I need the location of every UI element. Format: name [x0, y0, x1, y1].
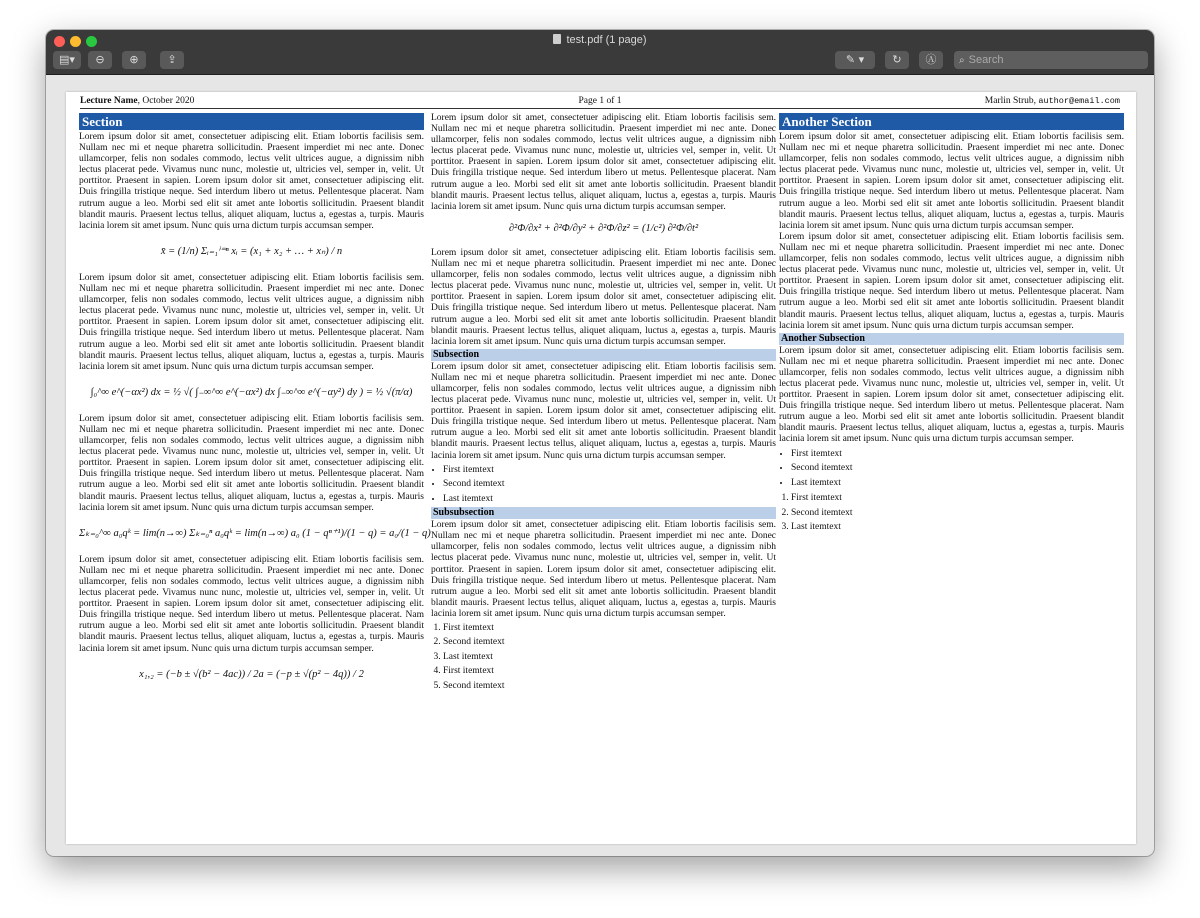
equation-wave: ∂²Φ/∂x² + ∂²Φ/∂y² + ∂²Φ/∂z² = (1/c²) ∂²Φ/∂t² — [508, 222, 699, 234]
list-item: • Last itemtext — [443, 492, 776, 507]
list-item: • Last itemtext — [791, 476, 1124, 491]
paragraph: Lorem ipsum dolor sit amet, consectetuer adipiscing elit. Etiam lobortis facilisis sem. Nullam nec mi et neque pharetra sollicitudin. Praesent imperdiet mi nec ante. Donec ullamcorper, felis non sodales commodo, lectus velit ultrices augue, a dignissim nibh lectus placerat pede. Vivamus nunc nunc, molestie ut, ultricies vel, semper in, velit. Ut porttitor. Praesent in sapien. Lorem ipsum dolor sit amet, consectetuer adipiscing elit. Duis fringilla tristique neque. Sed interdum libero ut metus. Pellentesque placerat. Nam rutrum augue a leo. Morbi sed elit sit amet ante lobortis sollicitudin. Praesent blandit blandit mauris. Praesent lectus tellus, aliquet aliquam, luctus a, egestas a, turpis. Mauris lacinia lorem sit amet ipsum. Nunc quis urna dictum turpis accumsan semper. — [779, 345, 1124, 445]
paragraph: Lorem ipsum dolor sit amet, consectetuer adipiscing elit. Etiam lobortis facilisis sem. Nullam nec mi et neque pharetra sollicitudin. Praesent imperdiet mi nec ante. Donec ullamcorper, felis non sodales commodo, lectus velit ultrices augue, a dignissim nibh lectus placerat pede. Vivamus nunc nunc, molestie ut, ultricies vel, semper in, velit. Ut porttitor. Praesent in sapien. Lorem ipsum dolor sit amet, consectetuer adipiscing elit. Duis fringilla tristique neque. Sed interdum libero ut metus. Pellentesque placerat. Nam rutrum augue a leo. Morbi sed elit sit amet ante lobortis sollicitudin. Praesent blandit blandit mauris. Praesent lectus tellus, aliquet aliquam, luctus a, egestas a, turpis. Mauris lacinia lorem sit amet ipsum. Nunc quis urna dictum turpis accumsan semper. — [79, 272, 424, 372]
paragraph: Lorem ipsum dolor sit amet, consectetuer adipiscing elit. Etiam lobortis facilisis sem. Nullam nec mi et neque pharetra sollicitudin. Praesent imperdiet mi nec ante. Donec ullamcorper, felis non sodales commodo, lectus velit ultrices augue, a dignissim nibh lectus placerat pede. Vivamus nunc nunc, molestie ut, ultricies vel, semper in, velit. Ut porttitor. Praesent in sapien. Lorem ipsum dolor sit amet, consectetuer adipiscing elit. Duis fringilla tristique neque. Sed interdum libero ut metus. Pellentesque placerat. Nam rutrum augue a leo. Morbi sed elit sit amet ante lobortis sollicitudin. Praesent blandit blandit mauris. Praesent lectus tellus, aliquet aliquam, luctus a, egestas a, turpis. Mauris lacinia lorem sit amet ipsum. Nunc quis urna dictum turpis accumsan semper. — [431, 520, 776, 619]
search-placeholder: Search — [968, 54, 1004, 66]
equation-gaussian-integral: ∫₀^∞ e^(−αx²) dx = ½ √( ∫₋∞^∞ e^(−αx²) dx ∫₋∞^∞ e^(−αy²) dy ) = ½ √(π/α) — [90, 386, 413, 398]
bullet-list — [431, 463, 776, 507]
sidebar-toggle-button[interactable] — [53, 51, 81, 69]
zoom-out-button[interactable] — [88, 51, 112, 69]
search-icon: ⌕ — [959, 55, 965, 66]
list-item: 1. First itemtext — [443, 621, 776, 636]
zoom-out-icon: ⊖ — [95, 53, 105, 66]
equation-geometric-series: Σₖ₌₀^∞ a₀qᵏ = lim(n→∞) Σₖ₌₀ⁿ a₀qᵏ = lim(n→∞) a₀ (1 − qⁿ⁺¹)/(1 − q) = a₀/(1 − q) — [79, 527, 431, 539]
markup-pen-icon: ✎ ▾ — [845, 53, 865, 66]
paragraph: Lorem ipsum dolor sit amet, consectetuer adipiscing elit. Etiam lobortis facilisis sem. Nullam nec mi et neque pharetra sollicitudin. Praesent imperdiet mi nec ante. Donec ullamcorper, felis non sodales commodo, lectus velit ultrices augue, a dignissim nibh lectus placerat pede. Vivamus nunc nunc, molestie ut, ultricies vel, semper in, velit. Ut porttitor. Praesent in sapien. Lorem ipsum dolor sit amet, consectetuer adipiscing elit. Duis fringilla tristique neque. Sed interdum libero ut metus. Pellentesque placerat. Nam rutrum augue a leo. Morbi sed elit sit amet ante lobortis sollicitudin. Praesent blandit blandit mauris. Praesent lectus tellus, aliquet aliquam, luctus a, egestas a, turpis. Mauris lacinia lorem sit amet ipsum. Nunc quis urna dictum turpis accumsan semper. — [431, 361, 776, 461]
pdf-page — [66, 92, 1136, 844]
section-heading: Another Section — [779, 113, 1124, 130]
list-item: 4. First itemtext — [443, 664, 776, 679]
numbered-list — [431, 621, 776, 694]
paragraph: Lorem ipsum dolor sit amet, consectetuer adipiscing elit. Etiam lobortis facilisis sem. Nullam nec mi et neque pharetra sollicitudin. Praesent imperdiet mi nec ante. Donec ullamcorper, felis non sodales commodo, lectus velit ultrices augue, a dignissim nibh lectus placerat pede. Vivamus nunc nunc, molestie ut, ultricies vel, semper in, velit. Ut porttitor. Praesent in sapien. Lorem ipsum dolor sit amet, consectetuer adipiscing elit. Duis fringilla tristique neque. Sed interdum libero ut metus. Pellentesque placerat. Nam rutrum augue a leo. Morbi sed elit sit amet ante lobortis sollicitudin. Praesent blandit blandit mauris. Praesent lectus tellus, aliquet aliquam, luctus a, egestas a, turpis. Mauris lacinia lorem sit amet ipsum. Nunc quis urna dictum turpis accumsan semper. — [779, 132, 1124, 231]
list-item: 3. Last itemtext — [791, 520, 1124, 535]
list-item: • First itemtext — [791, 447, 1124, 462]
list-item: 2. Second itemtext — [443, 635, 776, 650]
subsection-heading: Subsection — [431, 349, 776, 361]
paragraph: Lorem ipsum dolor sit amet, consectetuer adipiscing elit. Etiam lobortis facilisis sem. Nullam nec mi et neque pharetra sollicitudin. Praesent imperdiet mi nec ante. Donec ullamcorper, felis non sodales commodo, lectus velit ultrices augue, a dignissim nibh lectus placerat pede. Vivamus nunc nunc, molestie ut, ultricies vel, semper in, velit. Ut porttitor. Praesent in sapien. Lorem ipsum dolor sit amet, consectetuer adipiscing elit. Duis fringilla tristique neque. Sed interdum libero ut metus. Pellentesque placerat. Nam rutrum augue a leo. Morbi sed elit sit amet ante lobortis sollicitudin. Praesent blandit blandit mauris. Praesent lectus tellus, aliquet aliquam, luctus a, egestas a, turpis. Mauris lacinia lorem sit amet ipsum. Nunc quis urna dictum turpis accumsan semper. — [431, 247, 776, 347]
paragraph: Lorem ipsum dolor sit amet, consectetuer adipiscing elit. Etiam lobortis facilisis sem. Nullam nec mi et neque pharetra sollicitudin. Praesent imperdiet mi nec ante. Donec ullamcorper, felis non sodales commodo, lectus velit ultrices augue, a dignissim nibh lectus placerat pede. Vivamus nunc nunc, molestie ut, ultricies vel, semper in, velit. Ut porttitor. Praesent in sapien. Lorem ipsum dolor sit amet, consectetuer adipiscing elit. Duis fringilla tristique neque. Sed interdum libero ut metus. Pellentesque placerat. Nam rutrum augue a leo. Morbi sed elit sit amet ante lobortis sollicitudin. Praesent blandit blandit mauris. Praesent lectus tellus, aliquet aliquam, luctus a, egestas a, turpis. Mauris lacinia lorem sit amet ipsum. Nunc quis urna dictum turpis accumsan semper. — [79, 132, 424, 231]
list-item: 1. First itemtext — [791, 491, 1124, 506]
bullet-list — [779, 447, 1124, 491]
search-field[interactable] — [954, 51, 1148, 69]
annotate-button[interactable] — [919, 51, 943, 69]
header-left: Lecture Name, October 2020 — [80, 96, 195, 106]
window-title: test.pdf (1 page) — [46, 34, 1154, 46]
list-item: 5. Second itemtext — [443, 679, 776, 694]
list-item: 2. Second itemtext — [791, 506, 1124, 521]
equation-mean: x̄ = (1/n) Σᵢ₌₁ⁱ⁼ⁿ xᵢ = (x₁ + x₂ + … + xₙ) / n — [160, 245, 343, 257]
paragraph: Lorem ipsum dolor sit amet, consectetuer adipiscing elit. Etiam lobortis facilisis sem. Nullam nec mi et neque pharetra sollicitudin. Praesent imperdiet mi nec ante. Donec ullamcorper, felis non sodales commodo, lectus velit ultrices augue, a dignissim nibh lectus placerat pede. Vivamus nunc nunc, molestie ut, ultricies vel, semper in, velit. Ut porttitor. Praesent in sapien. Lorem ipsum dolor sit amet, consectetuer adipiscing elit. Duis fringilla tristique neque. Sed interdum libero ut metus. Pellentesque placerat. Nam rutrum augue a leo. Morbi sed elit sit amet ante lobortis sollicitudin. Praesent blandit blandit mauris. Praesent lectus tellus, aliquet aliquam, luctus a, egestas a, turpis. Mauris lacinia lorem sit amet ipsum. Nunc quis urna dictum turpis accumsan semper. — [779, 231, 1124, 331]
section-heading: Section — [79, 113, 424, 130]
rotate-icon: ↻ — [892, 53, 902, 66]
numbered-list — [779, 491, 1124, 535]
rotate-button[interactable] — [885, 51, 909, 69]
paragraph: Lorem ipsum dolor sit amet, consectetuer adipiscing elit. Etiam lobortis facilisis sem. Nullam nec mi et neque pharetra sollicitudin. Praesent imperdiet mi nec ante. Donec ullamcorper, felis non sodales commodo, lectus velit ultrices augue, a dignissim nibh lectus placerat pede. Vivamus nunc nunc, molestie ut, ultricies vel, semper in, velit. Ut porttitor. Praesent in sapien. Lorem ipsum dolor sit amet, consectetuer adipiscing elit. Duis fringilla tristique neque. Sed interdum libero ut metus. Pellentesque placerat. Nam rutrum augue a leo. Morbi sed elit sit amet ante lobortis sollicitudin. Praesent blandit blandit mauris. Praesent lectus tellus, aliquet aliquam, luctus a, egestas a, turpis. Mauris lacinia lorem sit amet ipsum. Nunc quis urna dictum turpis accumsan semper. — [79, 413, 424, 513]
zoom-in-button[interactable] — [122, 51, 146, 69]
share-icon: ⇪ — [167, 53, 177, 66]
pdf-document-icon — [553, 34, 561, 44]
list-item: 3. Last itemtext — [443, 650, 776, 665]
share-button[interactable] — [160, 51, 184, 69]
sidebar-icon: ▤▾ — [59, 53, 75, 66]
subsubsection-heading: Subsubsection — [431, 507, 776, 519]
preview-window — [46, 30, 1154, 856]
markup-button[interactable] — [835, 51, 875, 69]
column-1 — [79, 113, 431, 680]
paragraph: Lorem ipsum dolor sit amet, consectetuer adipiscing elit. Etiam lobortis facilisis sem. Nullam nec mi et neque pharetra sollicitudin. Praesent imperdiet mi nec ante. Donec ullamcorper, felis non sodales commodo, lectus velit ultrices augue, a dignissim nibh lectus placerat pede. Vivamus nunc nunc, molestie ut, ultricies vel, semper in, velit. Ut porttitor. Praesent in sapien. Lorem ipsum dolor sit amet, consectetuer adipiscing elit. Duis fringilla tristique neque. Sed interdum libero ut metus. Pellentesque placerat. Nam rutrum augue a leo. Morbi sed elit sit amet ante lobortis sollicitudin. Praesent blandit blandit mauris. Praesent lectus tellus, aliquet aliquam, luctus a, egestas a, turpis. Mauris lacinia lorem sit amet ipsum. Nunc quis urna dictum turpis accumsan semper. — [431, 113, 776, 212]
list-item: • Second itemtext — [443, 477, 776, 492]
titlebar — [46, 30, 1154, 75]
equation-quadratic: x₁,₂ = (−b ± √(b² − 4ac)) / 2a = (−p ± √(p² − 4q)) / 2 — [139, 668, 364, 680]
header-right: Marlin Strub, author@email.com — [984, 96, 1120, 106]
column-2 — [431, 113, 776, 694]
zoom-in-icon: ⊕ — [129, 53, 139, 66]
subsection-heading: Another Subsection — [779, 333, 1124, 345]
header-page-number: Page 1 of 1 — [578, 96, 622, 106]
page-header — [80, 96, 1120, 109]
list-item: • Second itemtext — [791, 461, 1124, 476]
annotate-icon: Ⓐ — [925, 53, 937, 66]
list-item: • First itemtext — [443, 463, 776, 478]
paragraph: Lorem ipsum dolor sit amet, consectetuer adipiscing elit. Etiam lobortis facilisis sem. Nullam nec mi et neque pharetra sollicitudin. Praesent imperdiet mi nec ante. Donec ullamcorper, felis non sodales commodo, lectus velit ultrices augue, a dignissim nibh lectus placerat pede. Vivamus nunc nunc, molestie ut, ultricies vel, semper in, velit. Ut porttitor. Praesent in sapien. Lorem ipsum dolor sit amet, consectetuer adipiscing elit. Duis fringilla tristique neque. Sed interdum libero ut metus. Pellentesque placerat. Nam rutrum augue a leo. Morbi sed elit sit amet ante lobortis sollicitudin. Praesent blandit blandit mauris. Praesent lectus tellus, aliquet aliquam, luctus a, egestas a, turpis. Mauris lacinia lorem sit amet ipsum. Nunc quis urna dictum turpis accumsan semper. — [79, 554, 424, 654]
column-3 — [779, 113, 1124, 536]
